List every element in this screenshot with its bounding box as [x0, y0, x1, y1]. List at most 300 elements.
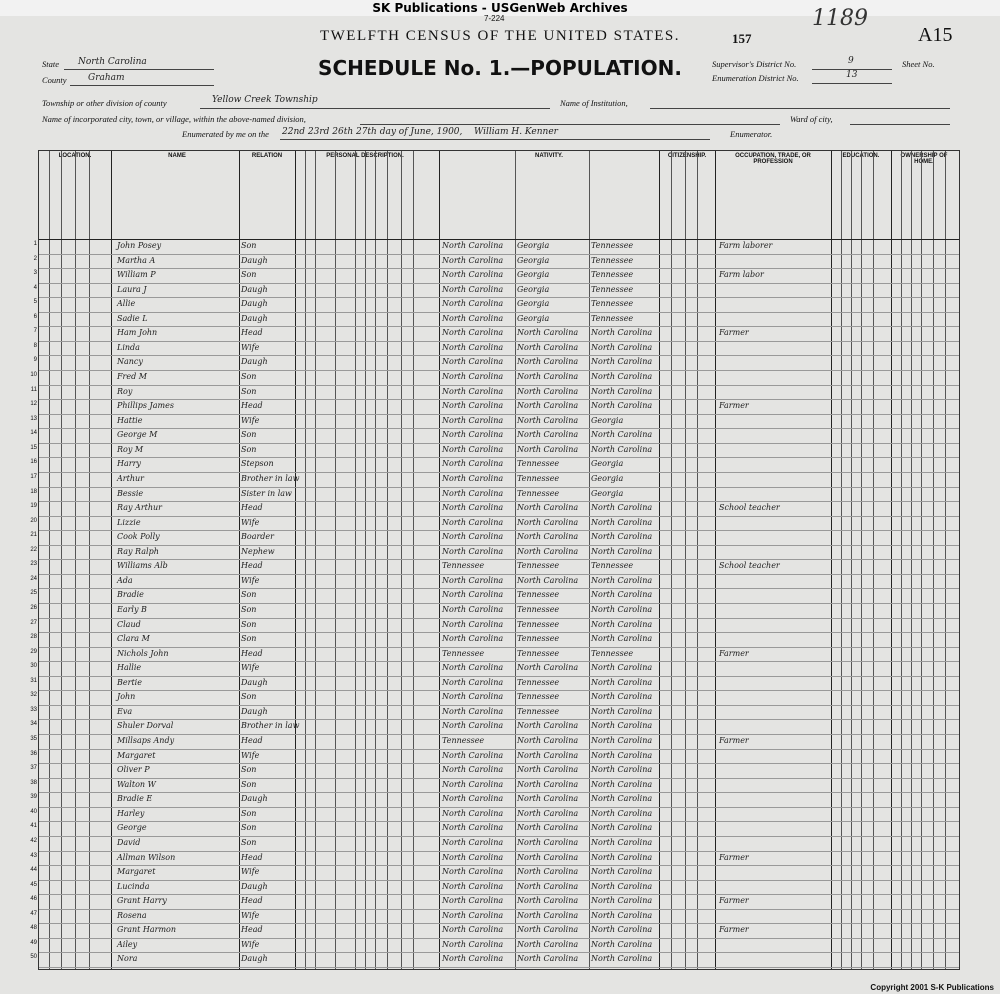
- person-name: Ray Ralph: [117, 546, 159, 556]
- relation: Son: [241, 241, 257, 250]
- father-birthplace: North Carolina: [517, 910, 579, 920]
- birthplace: North Carolina: [442, 619, 504, 629]
- father-birthplace: North Carolina: [517, 808, 579, 818]
- person-name: Fred M: [117, 372, 147, 382]
- row-number: 29: [30, 648, 37, 655]
- mother-birthplace: North Carolina: [591, 546, 653, 556]
- supervisor-value: 9: [848, 56, 854, 66]
- row-number: 27: [30, 619, 37, 626]
- row-number: 3: [33, 270, 37, 277]
- person-name: Grant Harmon: [117, 925, 177, 935]
- row-divider: [39, 618, 959, 619]
- father-birthplace: Georgia: [517, 299, 550, 309]
- occupation: Farmer: [719, 896, 749, 906]
- row-number: 25: [30, 590, 37, 597]
- relation: Head: [241, 503, 263, 513]
- occupation: Farmer: [719, 648, 749, 658]
- row-number: 48: [30, 925, 37, 932]
- birthplace: North Carolina: [442, 503, 504, 513]
- mother-birthplace: Tennessee: [591, 284, 634, 294]
- row-number: 12: [30, 401, 37, 408]
- mother-birthplace: North Carolina: [591, 372, 653, 382]
- father-birthplace: North Carolina: [517, 721, 579, 731]
- mother-birthplace: North Carolina: [591, 386, 653, 396]
- person-name: Grant Harry: [117, 896, 167, 906]
- relation: Head: [241, 648, 263, 658]
- row-number: 8: [33, 342, 37, 349]
- row-number: 47: [30, 910, 37, 917]
- row-divider: [39, 749, 959, 750]
- relation: Daugh: [241, 794, 268, 804]
- relation: Head: [241, 852, 263, 862]
- birthplace: North Carolina: [442, 925, 504, 935]
- father-birthplace: Georgia: [517, 270, 550, 280]
- group-education: EDUCATION.: [842, 153, 880, 159]
- group-nativity: NATIVITY.: [535, 153, 563, 159]
- person-name: Clara M: [117, 634, 150, 644]
- person-name: Sadie L: [117, 313, 148, 323]
- relation: Son: [241, 619, 257, 629]
- birthplace: North Carolina: [442, 794, 504, 804]
- row-divider: [39, 909, 959, 910]
- birthplace: North Carolina: [442, 488, 504, 498]
- birthplace: North Carolina: [442, 867, 504, 877]
- relation: Wife: [241, 575, 260, 585]
- birthplace: North Carolina: [442, 779, 504, 789]
- row-number: 33: [30, 706, 37, 713]
- relation: Wife: [241, 663, 260, 673]
- row-divider: [39, 647, 959, 648]
- birthplace: North Carolina: [442, 299, 504, 309]
- person-name: Ray Arthur: [117, 503, 162, 513]
- birthplace: North Carolina: [442, 910, 504, 920]
- mother-birthplace: North Carolina: [591, 357, 653, 367]
- row-number: 28: [30, 634, 37, 641]
- row-number: 44: [30, 867, 37, 874]
- row-divider: [39, 792, 959, 793]
- father-birthplace: North Carolina: [517, 517, 579, 527]
- row-divider: [39, 443, 959, 444]
- father-birthplace: Tennessee: [517, 605, 560, 614]
- father-birthplace: Georgia: [517, 241, 550, 250]
- relation: Wife: [241, 750, 260, 760]
- relation: Boarder: [241, 532, 274, 542]
- person-name: Hallie: [117, 663, 142, 673]
- archive-banner: SK Publications - USGenWeb Archives: [0, 0, 1000, 16]
- birthplace: North Carolina: [442, 590, 504, 600]
- row-number: 7: [33, 328, 37, 335]
- mother-birthplace: North Carolina: [591, 605, 653, 614]
- father-birthplace: Tennessee: [517, 706, 560, 716]
- row-number: 38: [30, 779, 37, 786]
- row-number: 2: [33, 255, 37, 262]
- relation: Son: [241, 270, 257, 280]
- person-name: Ada: [117, 575, 133, 585]
- handwritten-number: 1189: [812, 6, 868, 31]
- father-birthplace: North Carolina: [517, 896, 579, 906]
- row-number: 26: [30, 605, 37, 611]
- mother-birthplace: North Carolina: [591, 444, 653, 454]
- father-birthplace: North Carolina: [517, 837, 579, 847]
- relation: Son: [241, 808, 257, 818]
- person-name: Allie: [117, 299, 136, 309]
- father-birthplace: Tennessee: [517, 561, 560, 571]
- row-number: 41: [30, 823, 37, 830]
- person-name: William P: [117, 270, 156, 280]
- mother-birthplace: North Carolina: [591, 532, 653, 542]
- person-name: Early B: [117, 605, 147, 614]
- birthplace: North Carolina: [442, 634, 504, 644]
- row-divider: [39, 457, 959, 458]
- birthplace: North Carolina: [442, 881, 504, 891]
- birthplace: North Carolina: [442, 270, 504, 280]
- group-occupation: OCCUPATION, TRADE, OR PROFESSION: [735, 153, 811, 165]
- relation: Daugh: [241, 954, 268, 964]
- person-name: Lucinda: [117, 881, 150, 891]
- birthplace: North Carolina: [442, 692, 504, 702]
- mother-birthplace: North Carolina: [591, 837, 653, 847]
- row-divider: [39, 297, 959, 298]
- birthplace: North Carolina: [442, 750, 504, 760]
- father-birthplace: North Carolina: [517, 532, 579, 542]
- row-divider: [39, 254, 959, 255]
- birthplace: North Carolina: [442, 430, 504, 440]
- father-birthplace: North Carolina: [517, 867, 579, 877]
- row-divider: [39, 603, 959, 604]
- mother-birthplace: North Carolina: [591, 677, 653, 687]
- mother-birthplace: North Carolina: [591, 634, 653, 644]
- row-number: 6: [33, 313, 37, 320]
- census-table: [30, 150, 960, 970]
- row-number: 19: [30, 503, 37, 510]
- row-divider: [39, 851, 959, 852]
- birthplace: North Carolina: [442, 852, 504, 862]
- father-birthplace: Tennessee: [517, 488, 560, 498]
- person-name: Martha A: [117, 255, 156, 265]
- row-divider: [39, 355, 959, 356]
- row-divider: [39, 734, 959, 735]
- father-birthplace: North Carolina: [517, 779, 579, 789]
- father-birthplace: North Carolina: [517, 823, 579, 833]
- row-divider: [39, 370, 959, 371]
- birthplace: North Carolina: [442, 823, 504, 833]
- person-name: Claud: [117, 619, 141, 629]
- mother-birthplace: Tennessee: [591, 561, 634, 571]
- occupation: School teacher: [719, 561, 780, 571]
- enumerated-value: 22nd 23rd 26th 27th day of June, 1900,: [282, 127, 463, 137]
- row-number: 20: [30, 517, 37, 524]
- state-value: North Carolina: [78, 57, 147, 67]
- row-number: 11: [30, 386, 37, 393]
- birthplace: North Carolina: [442, 342, 504, 352]
- person-name: Lizzie: [117, 517, 141, 527]
- birthplace: North Carolina: [442, 808, 504, 818]
- relation: Son: [241, 444, 257, 454]
- row-number: 15: [30, 444, 37, 451]
- county-value: Graham: [88, 73, 125, 83]
- row-divider: [39, 880, 959, 881]
- relation: Head: [241, 328, 263, 338]
- birthplace: North Carolina: [442, 954, 504, 964]
- birthplace: North Carolina: [442, 837, 504, 847]
- person-name: Allman Wilson: [117, 852, 176, 862]
- father-birthplace: Tennessee: [517, 619, 560, 629]
- occupation: Farm laborer: [719, 241, 773, 250]
- father-birthplace: North Carolina: [517, 430, 579, 440]
- relation: Son: [241, 634, 257, 644]
- father-birthplace: Tennessee: [517, 677, 560, 687]
- relation: Daugh: [241, 881, 268, 891]
- relation: Son: [241, 779, 257, 789]
- row-divider: [39, 385, 959, 386]
- person-name: Bessie: [117, 488, 144, 498]
- mother-birthplace: North Carolina: [591, 852, 653, 862]
- person-name: Oliver P: [117, 765, 150, 775]
- person-name: Nichols John: [117, 648, 169, 658]
- relation: Head: [241, 925, 263, 935]
- relation: Son: [241, 372, 257, 382]
- row-divider: [39, 559, 959, 560]
- mother-birthplace: North Carolina: [591, 910, 653, 920]
- relation: Head: [241, 896, 263, 906]
- row-number: 14: [30, 430, 37, 437]
- relation: Wife: [241, 517, 260, 527]
- row-number: 30: [30, 663, 37, 670]
- mother-birthplace: Tennessee: [591, 299, 634, 309]
- birthplace: North Carolina: [442, 459, 504, 469]
- occupation: Farmer: [719, 328, 749, 338]
- row-number: 17: [30, 473, 37, 480]
- birthplace: North Carolina: [442, 677, 504, 687]
- person-name: Margaret: [117, 867, 156, 877]
- father-birthplace: North Carolina: [517, 401, 579, 411]
- father-birthplace: North Carolina: [517, 925, 579, 935]
- mother-birthplace: North Carolina: [591, 619, 653, 629]
- mother-birthplace: North Carolina: [591, 867, 653, 877]
- father-birthplace: North Carolina: [517, 954, 579, 964]
- row-divider: [39, 719, 959, 720]
- birthplace: North Carolina: [442, 605, 504, 614]
- mother-birthplace: North Carolina: [591, 401, 653, 411]
- relation: Son: [241, 837, 257, 847]
- row-divider: [39, 705, 959, 706]
- relation: Sister in law: [241, 488, 292, 498]
- relation: Daugh: [241, 284, 268, 294]
- father-birthplace: North Carolina: [517, 852, 579, 862]
- mother-birthplace: North Carolina: [591, 328, 653, 338]
- relation: Daugh: [241, 255, 268, 265]
- mother-birthplace: North Carolina: [591, 342, 653, 352]
- row-divider: [39, 865, 959, 866]
- row-number: 5: [33, 299, 37, 306]
- relation: Daugh: [241, 677, 268, 687]
- row-divider: [39, 472, 959, 473]
- row-divider: [39, 414, 959, 415]
- enumeration-value: 13: [846, 70, 858, 80]
- mother-birthplace: North Carolina: [591, 750, 653, 760]
- row-divider: [39, 778, 959, 779]
- person-name: Walton W: [117, 779, 156, 789]
- row-divider: [39, 341, 959, 342]
- mother-birthplace: North Carolina: [591, 503, 653, 513]
- father-birthplace: North Carolina: [517, 328, 579, 338]
- birthplace: North Carolina: [442, 386, 504, 396]
- person-name: Roy: [117, 386, 133, 396]
- enumeration-label: Enumeration District No.: [712, 73, 799, 83]
- father-birthplace: North Carolina: [517, 415, 579, 425]
- birthplace: North Carolina: [442, 517, 504, 527]
- enumerator-label: Enumerator.: [730, 129, 773, 139]
- row-divider: [39, 807, 959, 808]
- person-name: Margaret: [117, 750, 156, 760]
- birthplace: Tennessee: [442, 648, 485, 658]
- row-divider: [39, 574, 959, 575]
- row-divider: [39, 938, 959, 939]
- birthplace: North Carolina: [442, 255, 504, 265]
- person-name: Bradie: [117, 590, 144, 600]
- row-number: 22: [30, 546, 37, 553]
- mother-birthplace: North Carolina: [591, 736, 653, 746]
- father-birthplace: North Carolina: [517, 503, 579, 513]
- person-name: Nancy: [117, 357, 143, 367]
- row-divider: [39, 923, 959, 924]
- birthplace: North Carolina: [442, 706, 504, 716]
- relation: Wife: [241, 867, 260, 877]
- county-label: County: [42, 75, 67, 85]
- incorporated-label: Name of incorporated city, town, or village, within the above-named division,: [42, 114, 306, 124]
- person-name: Phillips James: [117, 401, 174, 411]
- relation: Son: [241, 430, 257, 440]
- institution-label: Name of Institution,: [560, 98, 628, 108]
- father-birthplace: North Carolina: [517, 939, 579, 949]
- row-number: 40: [30, 808, 37, 815]
- row-number: 49: [30, 939, 37, 946]
- occupation: Farm labor: [719, 270, 764, 280]
- father-birthplace: North Carolina: [517, 386, 579, 396]
- census-title: TWELFTH CENSUS OF THE UNITED STATES.: [319, 28, 681, 44]
- person-name: Laura J: [117, 284, 147, 294]
- form-code: 7-224: [484, 14, 505, 23]
- row-divider: [39, 821, 959, 822]
- birthplace: North Carolina: [442, 721, 504, 731]
- father-birthplace: Tennessee: [517, 459, 560, 469]
- row-divider: [39, 516, 959, 517]
- relation: Wife: [241, 939, 260, 949]
- father-birthplace: Tennessee: [517, 692, 560, 702]
- birthplace: North Carolina: [442, 444, 504, 454]
- father-birthplace: Tennessee: [517, 648, 560, 658]
- group-relation: RELATION: [251, 153, 283, 159]
- enumerated-label: Enumerated by me on the: [182, 129, 269, 139]
- mother-birthplace: Georgia: [591, 473, 624, 483]
- mother-birthplace: Tennessee: [591, 648, 634, 658]
- occupation: School teacher: [719, 503, 780, 513]
- birthplace: North Carolina: [442, 546, 504, 556]
- person-name: Eva: [117, 706, 133, 716]
- birthplace: North Carolina: [442, 328, 504, 338]
- person-name: Nora: [117, 954, 138, 964]
- father-birthplace: Georgia: [517, 313, 550, 323]
- row-number: 31: [30, 677, 37, 684]
- page-number: 157: [732, 31, 752, 46]
- mother-birthplace: North Carolina: [591, 721, 653, 731]
- father-birthplace: North Carolina: [517, 736, 579, 746]
- relation: Son: [241, 823, 257, 833]
- relation: Wife: [241, 910, 260, 920]
- row-number: 42: [30, 837, 37, 844]
- mother-birthplace: North Carolina: [591, 663, 653, 673]
- person-name: Millsaps Andy: [117, 736, 175, 746]
- birthplace: North Carolina: [442, 532, 504, 542]
- birthplace: North Carolina: [442, 939, 504, 949]
- father-birthplace: Tennessee: [517, 473, 560, 483]
- person-name: Harry: [117, 459, 141, 469]
- person-name: Harley: [117, 808, 145, 818]
- birthplace: North Carolina: [442, 765, 504, 775]
- row-number: 50: [30, 954, 37, 961]
- person-name: Hattie: [117, 415, 143, 425]
- row-divider: [39, 428, 959, 429]
- row-divider: [39, 487, 959, 488]
- relation: Wife: [241, 415, 260, 425]
- relation: Son: [241, 765, 257, 775]
- row-number: 10: [30, 372, 37, 379]
- mother-birthplace: North Carolina: [591, 794, 653, 804]
- row-number: 4: [33, 284, 37, 291]
- mother-birthplace: North Carolina: [591, 881, 653, 891]
- father-birthplace: North Carolina: [517, 444, 579, 454]
- row-divider: [39, 545, 959, 546]
- relation: Wife: [241, 342, 260, 352]
- person-name: Linda: [117, 342, 140, 352]
- row-number: 18: [30, 488, 37, 495]
- mother-birthplace: North Carolina: [591, 692, 653, 702]
- mother-birthplace: North Carolina: [591, 779, 653, 789]
- birthplace: North Carolina: [442, 401, 504, 411]
- mother-birthplace: North Carolina: [591, 430, 653, 440]
- relation: Daugh: [241, 299, 268, 309]
- relation: Brother in law: [241, 721, 300, 731]
- birthplace: North Carolina: [442, 241, 504, 250]
- mother-birthplace: North Carolina: [591, 808, 653, 818]
- row-number: 43: [30, 852, 37, 859]
- person-name: Bertie: [117, 677, 142, 687]
- father-birthplace: Tennessee: [517, 590, 560, 600]
- mother-birthplace: North Carolina: [591, 517, 653, 527]
- row-divider: [39, 967, 959, 968]
- row-divider: [39, 501, 959, 502]
- birthplace: Tennessee: [442, 561, 485, 571]
- person-name: Williams Alb: [117, 561, 168, 571]
- copyright: Copyright 2001 S-K Publications: [870, 983, 994, 992]
- relation: Nephew: [241, 546, 275, 556]
- relation: Son: [241, 692, 257, 702]
- relation: Son: [241, 605, 257, 614]
- person-name: John Posey: [117, 241, 162, 250]
- row-number: 37: [30, 765, 37, 772]
- row-divider: [39, 588, 959, 589]
- ward-label: Ward of city,: [790, 114, 833, 124]
- relation: Head: [241, 401, 263, 411]
- person-name: Shuler Dorval: [117, 721, 174, 731]
- row-number: 13: [30, 415, 37, 422]
- row-divider: [39, 312, 959, 313]
- row-divider: [39, 283, 959, 284]
- birthplace: North Carolina: [442, 663, 504, 673]
- person-name: Bradie E: [117, 794, 153, 804]
- header-divider: [39, 239, 959, 240]
- mother-birthplace: Georgia: [591, 459, 624, 469]
